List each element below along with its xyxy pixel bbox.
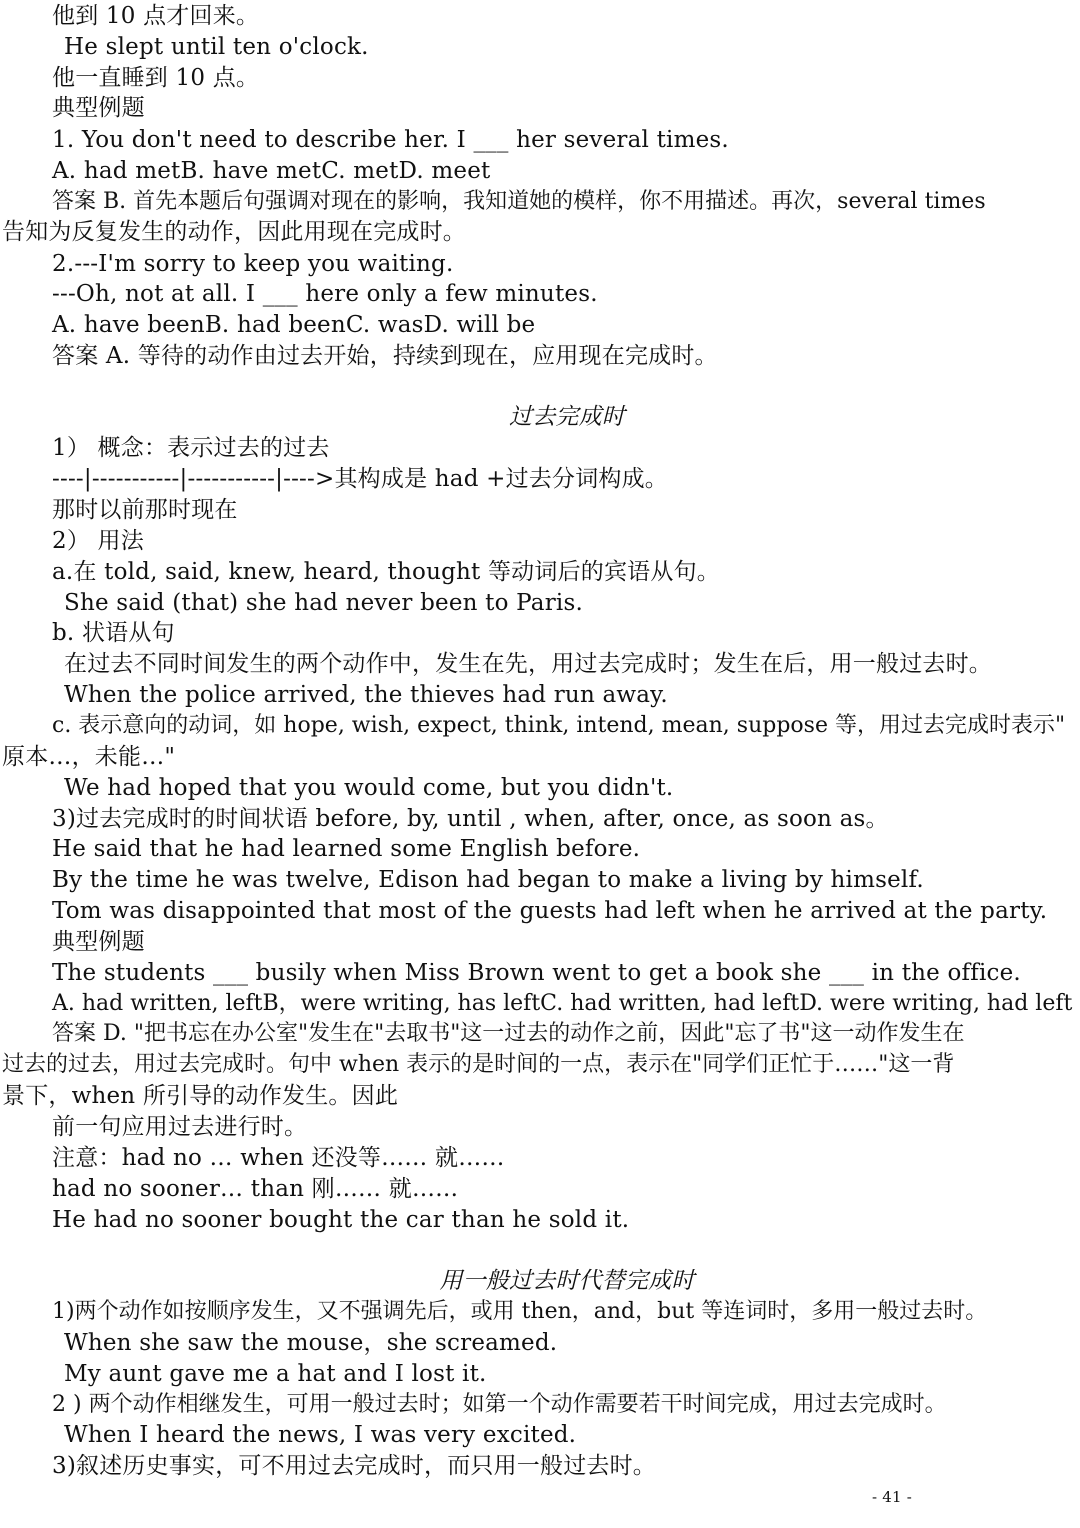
text-line: a.在 told, said, knew, heard, thought 等动词后的宾语从句。	[52, 559, 720, 585]
section-heading: 典型例题	[52, 929, 145, 955]
page-number: - 41 -	[872, 1488, 912, 1506]
answer-explanation: 过去的过去，用过去完成时。句中 when 表示的是时间的一点，表示在"同学们正忙于……"这一背	[2, 1052, 955, 1077]
example-sentence: When I heard the news, I was very excited.	[64, 1422, 577, 1448]
section-title: 过去完成时	[509, 404, 625, 430]
answer-explanation: 答案 B. 首先本题后句强调对现在的影响，我知道她的模样，你不用描述。再次，several times	[52, 189, 986, 214]
text-line: 他一直睡到 10 点。	[52, 65, 260, 91]
answer-explanation: 告知为反复发生的动作，因此用现在完成时。	[2, 219, 466, 245]
answer-options: A. had metB. have metC. metD. meet	[52, 158, 491, 184]
text-line: 前一句应用过去进行时。	[52, 1114, 308, 1140]
section-heading: 典型例题	[52, 95, 145, 121]
example-sentence: When the police arrived, the thieves had run away.	[64, 682, 668, 708]
example-sentence: He had no sooner bought the car than he sold it.	[52, 1207, 630, 1233]
text-line: 1） 概念：表示过去的过去	[52, 435, 330, 461]
example-sentence: Tom was disappointed that most of the guests had left when he arrived at the party.	[52, 898, 1048, 924]
answer-explanation: 答案 A. 等待的动作由过去开始，持续到现在，应用现在完成时。	[52, 343, 718, 369]
text-line: 2） 用法	[52, 528, 144, 554]
question-text: ---Oh, not at all. I ___ here only a few minutes.	[52, 281, 598, 307]
text-line: 在过去不同时间发生的两个动作中，发生在先，用过去完成时；发生在后，用一般过去时。	[64, 651, 992, 677]
text-line: had no sooner… than 刚…… 就……	[52, 1176, 459, 1202]
example-sentence: She said (that) she had never been to Paris.	[64, 590, 583, 616]
text-line: He slept until ten o'clock.	[64, 34, 369, 60]
answer-explanation: 答案 D. "把书忘在办公室"发生在"去取书"这一过去的动作之前，因此"忘了书"这一动作发生在	[52, 1021, 965, 1046]
example-sentence: When she saw the mouse，she screamed.	[64, 1330, 558, 1356]
timeline-line: ----|-----------|-----------|---->其构成是 had +过去分词构成。	[52, 466, 669, 492]
question-text: 1. You don't need to describe her. I ___ her several times.	[52, 127, 729, 153]
answer-options: A. have beenB. had beenC. wasD. will be	[52, 312, 536, 338]
text-line: 他到 10 点才回来。	[52, 3, 260, 29]
question-text: 2.---I'm sorry to keep you waiting.	[52, 251, 454, 277]
text-line: 那时以前那时现在	[52, 497, 238, 523]
text-line: 2 ) 两个动作相继发生，可用一般过去时；如第一个动作需要若干时间完成，用过去完成时。	[52, 1392, 947, 1417]
example-sentence: He said that he had learned some English before.	[52, 836, 641, 862]
text-line: 3)叙述历史事实，可不用过去完成时，而只用一般过去时。	[52, 1453, 657, 1479]
answer-explanation: 景下，when 所引导的动作发生。因此	[2, 1083, 399, 1109]
example-sentence: We had hoped that you would come, but you didn't.	[64, 775, 674, 801]
example-sentence: My aunt gave me a hat and I lost it.	[64, 1361, 487, 1387]
text-line: 1)两个动作如按顺序发生，又不强调先后，或用 then，and，but 等连词时，多用一般过去时。	[52, 1299, 988, 1324]
question-text: The students ___ busily when Miss Brown went to get a book she ___ in the office.	[52, 960, 1021, 986]
text-line: 3)过去完成时的时间状语 before, by, until , when, after, once, as soon as。	[52, 806, 889, 832]
text-line: 原本…，未能…"	[2, 744, 176, 770]
example-sentence: By the time he was twelve, Edison had began to make a living by himself.	[52, 867, 924, 893]
text-line: c. 表示意向的动词，如 hope, wish, expect, think, intend, mean, suppose 等，用过去完成时表示"	[52, 713, 1066, 738]
text-line: b. 状语从句	[52, 620, 175, 646]
section-title: 用一般过去时代替完成时	[439, 1268, 695, 1294]
answer-options: A. had written, leftB，were writing, has leftC. had written, had leftD. were writing, had left	[52, 991, 1073, 1016]
text-line: 注意：had no … when 还没等…… 就……	[52, 1145, 505, 1171]
